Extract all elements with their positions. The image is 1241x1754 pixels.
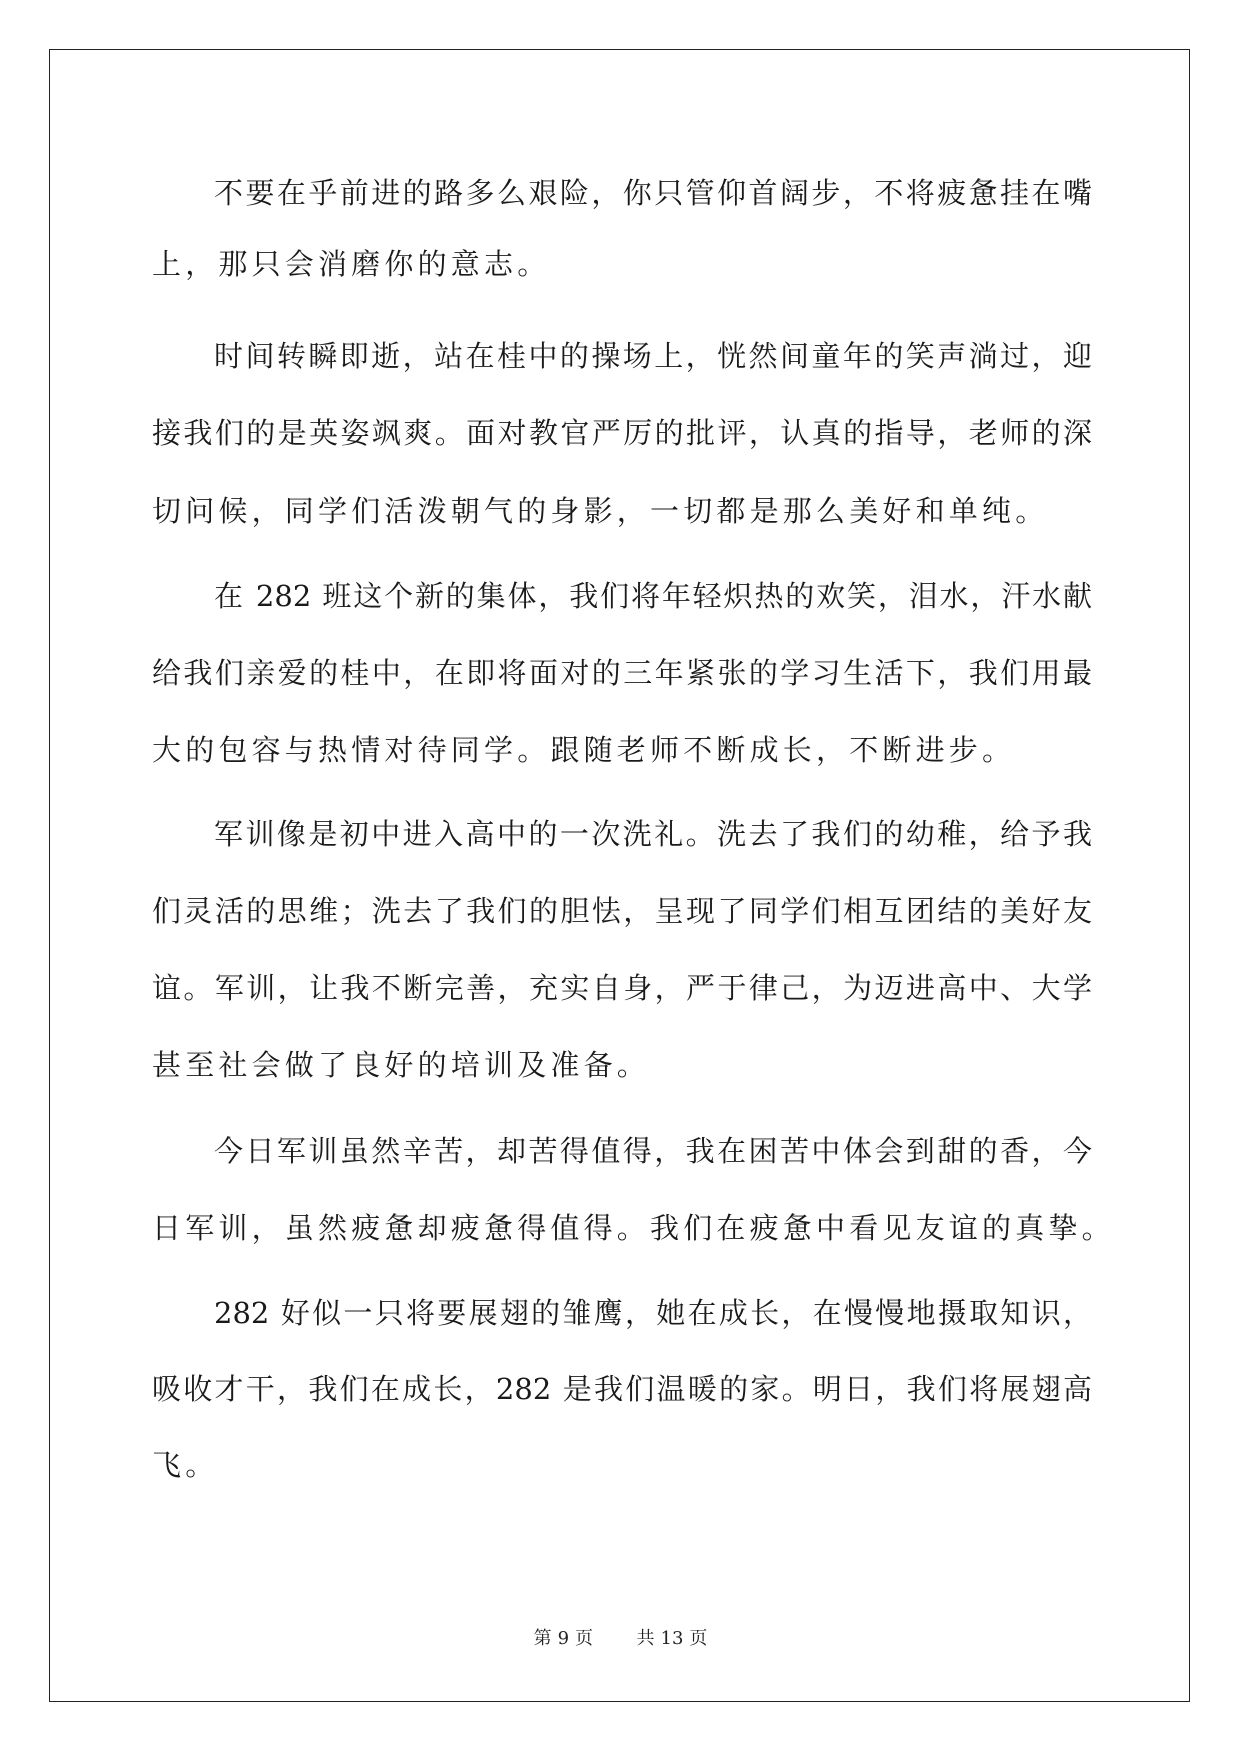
page-total-label	[634, 1628, 711, 1649]
paragraph-4-line-1: 军训像是初中进入高中的一次洗礼。洗去了我们的幼稚，给予我	[214, 817, 1092, 851]
paragraph-1-line-2: 上，那只会消磨你的意志。	[152, 247, 551, 281]
paragraph-5-line-1: 今日军训虽然辛苦，却苦得值得，我在困苦中体会到甜的香，今	[214, 1134, 1092, 1168]
total-suffix: 页	[689, 1628, 708, 1649]
total-prefix: 共	[636, 1628, 655, 1649]
page-prefix: 第	[533, 1628, 552, 1649]
paragraph-3-line-3: 大的包容与热情对待同学。跟随老师不断成长，不断进步。	[152, 733, 1016, 767]
paragraph-4-line-2: 们灵活的思维；洗去了我们的胆怯，呈现了同学们相互团结的美好友	[152, 894, 1092, 928]
page-number-label	[531, 1628, 596, 1649]
paragraph-6-line-3: 飞。	[152, 1448, 219, 1482]
paragraph-2-line-3: 切问候，同学们活泼朝气的身影，一切都是那么美好和单纯。	[152, 494, 1049, 528]
paragraph-6-line-1: 282 好似一只将要展翅的雏鹰，她在成长，在慢慢地摄取知识，	[214, 1296, 1092, 1330]
paragraph-3-line-1: 在 282 班这个新的集体，我们将年轻炽热的欢笑，泪水，汗水献	[214, 579, 1092, 613]
paragraph-2-line-1: 时间转瞬即逝，站在桂中的操场上，恍然间童年的笑声淌过，迎	[214, 339, 1092, 373]
paragraph-6-line-2: 吸收才干，我们在成长，282 是我们温暖的家。明日，我们将展翅高	[152, 1372, 1092, 1406]
paragraph-3-line-2: 给我们亲爱的桂中，在即将面对的三年紧张的学习生活下，我们用最	[152, 656, 1092, 690]
paragraph-2-line-2: 接我们的是英姿飒爽。面对教官严厉的批评，认真的指导，老师的深	[152, 416, 1092, 450]
paragraph-4-line-3: 谊。军训，让我不断完善，充实自身，严于律己，为迈进高中、大学	[152, 971, 1092, 1005]
current-page: 9	[557, 1628, 570, 1649]
page-suffix: 页	[575, 1628, 594, 1649]
paragraph-5-line-2: 日军训，虽然疲惫却疲惫得值得。我们在疲惫中看见友谊的真挚。	[152, 1211, 1115, 1245]
page-footer	[0, 1627, 1241, 1651]
paragraph-4-line-4: 甚至社会做了良好的培训及准备。	[152, 1048, 651, 1082]
paragraph-1-line-1: 不要在乎前进的路多么艰险，你只管仰首阔步，不将疲惫挂在嘴	[214, 176, 1092, 210]
total-pages: 13	[660, 1628, 684, 1649]
